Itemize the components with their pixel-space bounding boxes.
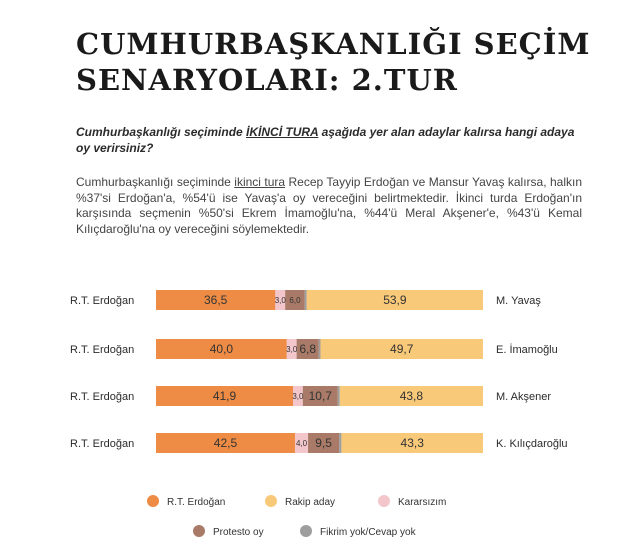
left-candidate-label: R.T. Erdoğan [70, 391, 135, 403]
desc-pre: Cumhurbaşkanlığı seçiminde [76, 175, 235, 189]
bar-segment [338, 386, 340, 406]
bar-segment [305, 290, 307, 310]
legend-label: Rakip aday [285, 497, 336, 508]
data-label: 53,9 [383, 293, 407, 307]
legend-label: Protesto oy [213, 527, 264, 538]
data-label: 3,0 [292, 392, 304, 401]
bar-segment [339, 433, 341, 453]
right-candidate-label: E. İmamoğlu [496, 344, 558, 356]
title-line-1: CUMHURBAŞKANLIĞI SEÇİM [76, 27, 591, 61]
legend-marker [193, 525, 205, 537]
data-label: 43,3 [400, 436, 424, 450]
data-label: 36,5 [203, 293, 228, 307]
legend-label: Fikrim yok/Cevap yok [320, 527, 416, 538]
desc-post: Recep Tayyip Erdoğan ve Mansur Yavaş kalırsa, halkın %37'si Erdoğan'a, %54'ü ise Yavaş'a oy vereceğini belirtmektedir. İkinci turda Erdoğan'ın karşısında seçmenin %50'si Ekrem İmamoğlu'na, %44'ü Meral Akşener'e, %43'ü Kemal Kılıçdaroğlu'na oy vereceğini söylemektedir. [76, 175, 583, 236]
left-candidate-label: R.T. Erdoğan [70, 438, 135, 450]
right-candidate-label: K. Kılıçdaroğlu [496, 438, 568, 450]
legend-marker [378, 495, 390, 507]
legend-marker [300, 525, 312, 537]
question-post: aşağıda yer alan adaylar kalırsa hangi adaya oy verirsiniz? [76, 125, 575, 155]
desc-emphasis: ikinci tura [234, 175, 286, 189]
legend-marker [147, 495, 159, 507]
data-label: 41,9 [212, 389, 237, 403]
data-label: 3,0 [286, 345, 298, 354]
data-label: 42,5 [213, 436, 238, 450]
question-emphasis: İKİNCİ TURA [246, 125, 319, 139]
data-label: 4,0 [295, 439, 308, 448]
left-candidate-label: R.T. Erdoğan [70, 295, 135, 307]
question-pre: Cumhurbaşkanlığı seçiminde [76, 125, 247, 139]
legend-marker [265, 495, 277, 507]
data-label: 3,0 [274, 296, 286, 305]
legend-label: Kararsızım [398, 497, 447, 508]
data-label: 6,8 [299, 342, 317, 356]
right-candidate-label: M. Akşener [496, 391, 552, 403]
legend-label: R.T. Erdoğan [167, 497, 226, 508]
right-candidate-label: M. Yavaş [496, 295, 541, 307]
data-label: 40,0 [209, 342, 234, 356]
bar-segment [319, 339, 321, 359]
data-label: 43,8 [399, 389, 424, 403]
data-label: 9,5 [315, 436, 332, 450]
title-line-2: SENARYOLARI: 2.TUR [76, 63, 458, 97]
data-label: 10,7 [308, 389, 332, 403]
data-label: 49,7 [390, 342, 414, 356]
left-candidate-label: R.T. Erdoğan [70, 344, 135, 356]
data-label: 6,0 [289, 296, 301, 305]
